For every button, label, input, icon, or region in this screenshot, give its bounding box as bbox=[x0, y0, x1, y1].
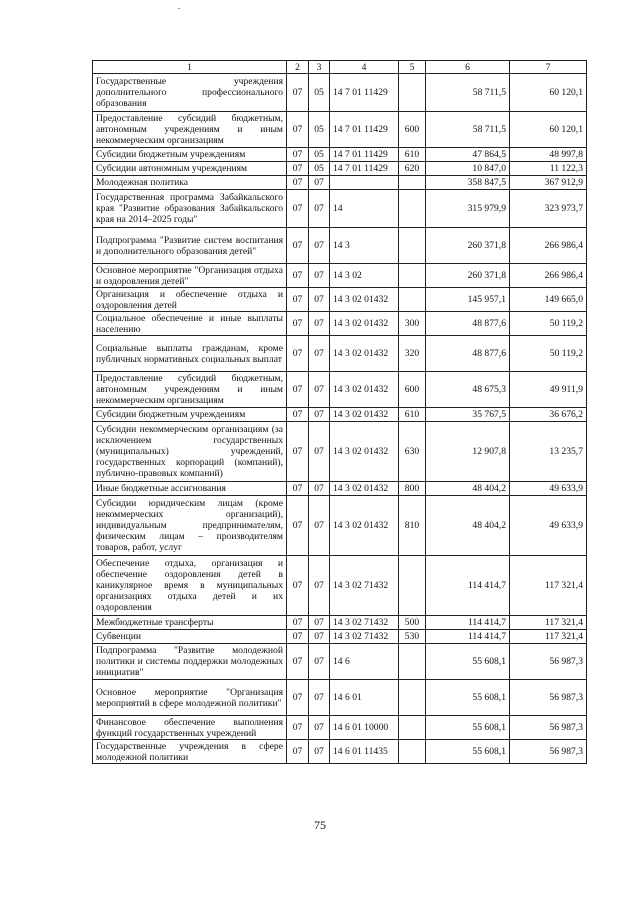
row-amount-1: 35 767,5 bbox=[426, 408, 510, 422]
table-row bbox=[93, 556, 587, 616]
row-amount-2: 11 122,3 bbox=[510, 162, 587, 176]
row-section: 07 bbox=[287, 148, 309, 162]
row-section: 07 bbox=[287, 482, 309, 496]
table-row bbox=[93, 680, 587, 716]
col-header-1: 1 bbox=[93, 61, 287, 74]
row-subsection: 07 bbox=[309, 176, 330, 190]
col-header-6: 6 bbox=[426, 61, 510, 74]
row-target-code: 14 3 02 71432 bbox=[330, 556, 399, 616]
row-section: 07 bbox=[287, 408, 309, 422]
row-name: Субсидии автономным учреждениям bbox=[93, 162, 287, 176]
row-amount-1: 10 847,0 bbox=[426, 162, 510, 176]
row-subsection: 07 bbox=[309, 616, 330, 630]
row-name: Организация и обеспечение отдыха и оздоровления детей bbox=[93, 288, 287, 312]
page-number: 75 bbox=[314, 818, 326, 832]
row-amount-1: 260 371,8 bbox=[426, 228, 510, 264]
table-header-row bbox=[93, 61, 587, 74]
col-header-5: 5 bbox=[399, 61, 426, 74]
row-amount-1: 47 864,5 bbox=[426, 148, 510, 162]
row-section: 07 bbox=[287, 422, 309, 482]
row-target-code: 14 7 01 11429 bbox=[330, 162, 399, 176]
row-expense-type: 600 bbox=[399, 112, 426, 148]
row-subsection: 07 bbox=[309, 716, 330, 740]
row-section: 07 bbox=[287, 616, 309, 630]
row-subsection: 07 bbox=[309, 288, 330, 312]
row-target-code: 14 3 02 01432 bbox=[330, 312, 399, 336]
row-subsection: 07 bbox=[309, 482, 330, 496]
row-expense-type: 610 bbox=[399, 148, 426, 162]
row-subsection: 07 bbox=[309, 312, 330, 336]
row-name: Государственные учреждения в сфере молодежной политики bbox=[93, 740, 287, 764]
row-subsection: 07 bbox=[309, 336, 330, 372]
row-section: 07 bbox=[287, 288, 309, 312]
row-subsection: 05 bbox=[309, 148, 330, 162]
row-amount-1: 145 957,1 bbox=[426, 288, 510, 312]
row-amount-1: 358 847,5 bbox=[426, 176, 510, 190]
row-expense-type bbox=[399, 644, 426, 680]
row-target-code: 14 6 01 10000 bbox=[330, 716, 399, 740]
row-name: Государственная программа Забайкальского края "Развитие образования Забайкальского края на 2014–2025 годы" bbox=[93, 190, 287, 228]
table-row bbox=[93, 190, 587, 228]
row-expense-type bbox=[399, 288, 426, 312]
row-amount-2: 49 633,9 bbox=[510, 482, 587, 496]
row-amount-2: 56 987,3 bbox=[510, 716, 587, 740]
row-section: 07 bbox=[287, 112, 309, 148]
row-target-code: 14 3 02 01432 bbox=[330, 482, 399, 496]
row-target-code: 14 3 02 71432 bbox=[330, 616, 399, 630]
row-expense-type: 600 bbox=[399, 372, 426, 408]
row-amount-1: 260 371,8 bbox=[426, 264, 510, 288]
row-amount-2: 50 119,2 bbox=[510, 336, 587, 372]
row-subsection: 07 bbox=[309, 264, 330, 288]
row-target-code: 14 3 02 71432 bbox=[330, 630, 399, 644]
row-expense-type bbox=[399, 190, 426, 228]
row-name: Финансовое обеспечение выполнения функций государственных учреждений bbox=[93, 716, 287, 740]
row-name: Основное мероприятие "Организация отдыха и оздоровления детей" bbox=[93, 264, 287, 288]
table-row bbox=[93, 644, 587, 680]
table-row bbox=[93, 740, 587, 764]
row-target-code: 14 3 bbox=[330, 228, 399, 264]
row-expense-type: 300 bbox=[399, 312, 426, 336]
row-section: 07 bbox=[287, 176, 309, 190]
row-amount-1: 55 608,1 bbox=[426, 644, 510, 680]
table-row bbox=[93, 496, 587, 556]
row-name: Межбюджетные трансферты bbox=[93, 616, 287, 630]
row-section: 07 bbox=[287, 336, 309, 372]
row-subsection: 07 bbox=[309, 496, 330, 556]
row-amount-1: 58 711,5 bbox=[426, 74, 510, 112]
row-target-code: 14 6 01 bbox=[330, 680, 399, 716]
row-subsection: 05 bbox=[309, 162, 330, 176]
row-amount-1: 55 608,1 bbox=[426, 680, 510, 716]
row-target-code: 14 3 02 01432 bbox=[330, 288, 399, 312]
table-row bbox=[93, 74, 587, 112]
row-amount-1: 48 877,6 bbox=[426, 312, 510, 336]
row-amount-2: 266 986,4 bbox=[510, 228, 587, 264]
row-name: Субвенции bbox=[93, 630, 287, 644]
row-expense-type: 320 bbox=[399, 336, 426, 372]
row-target-code: 14 6 01 11435 bbox=[330, 740, 399, 764]
table-row bbox=[93, 716, 587, 740]
row-name: Подпрограмма "Развитие систем воспитания и дополнительного образования детей" bbox=[93, 228, 287, 264]
row-amount-2: 60 120,1 bbox=[510, 112, 587, 148]
row-section: 07 bbox=[287, 496, 309, 556]
table-row bbox=[93, 482, 587, 496]
table-row bbox=[93, 312, 587, 336]
row-amount-1: 114 414,7 bbox=[426, 616, 510, 630]
row-amount-2: 117 321,4 bbox=[510, 630, 587, 644]
budget-table bbox=[92, 60, 587, 764]
table-row bbox=[93, 372, 587, 408]
col-header-3: 3 bbox=[309, 61, 330, 74]
row-name: Социальное обеспечение и иные выплаты населению bbox=[93, 312, 287, 336]
row-amount-1: 12 907,8 bbox=[426, 422, 510, 482]
row-target-code: 14 bbox=[330, 190, 399, 228]
table-row bbox=[93, 630, 587, 644]
row-amount-2: 36 676,2 bbox=[510, 408, 587, 422]
row-section: 07 bbox=[287, 630, 309, 644]
row-amount-2: 56 987,3 bbox=[510, 740, 587, 764]
row-amount-2: 117 321,4 bbox=[510, 556, 587, 616]
row-amount-1: 48 404,2 bbox=[426, 496, 510, 556]
table-row bbox=[93, 162, 587, 176]
row-target-code: 14 3 02 01432 bbox=[330, 422, 399, 482]
row-name: Иные бюджетные ассигнования bbox=[93, 482, 287, 496]
row-section: 07 bbox=[287, 228, 309, 264]
row-name: Социальные выплаты гражданам, кроме публичных нормативных социальных выплат bbox=[93, 336, 287, 372]
row-amount-2: 60 120,1 bbox=[510, 74, 587, 112]
row-subsection: 07 bbox=[309, 630, 330, 644]
row-subsection: 07 bbox=[309, 190, 330, 228]
row-section: 07 bbox=[287, 162, 309, 176]
row-expense-type bbox=[399, 74, 426, 112]
row-expense-type bbox=[399, 556, 426, 616]
row-expense-type: 630 bbox=[399, 422, 426, 482]
row-section: 07 bbox=[287, 74, 309, 112]
row-section: 07 bbox=[287, 312, 309, 336]
col-header-4: 4 bbox=[330, 61, 399, 74]
row-name: Молодежная политика bbox=[93, 176, 287, 190]
table-row bbox=[93, 148, 587, 162]
row-subsection: 07 bbox=[309, 740, 330, 764]
row-name: Обеспечение отдыха, организация и обеспечение оздоровления детей в каникулярное время в муниципальных организациях отдыха детей и их оздоровления bbox=[93, 556, 287, 616]
row-expense-type bbox=[399, 228, 426, 264]
row-amount-1: 48 877,6 bbox=[426, 336, 510, 372]
row-amount-1: 48 404,2 bbox=[426, 482, 510, 496]
row-amount-2: 149 665,0 bbox=[510, 288, 587, 312]
row-section: 07 bbox=[287, 372, 309, 408]
row-expense-type: 530 bbox=[399, 630, 426, 644]
row-amount-2: 56 987,3 bbox=[510, 680, 587, 716]
row-section: 07 bbox=[287, 716, 309, 740]
table-row bbox=[93, 616, 587, 630]
row-amount-1: 55 608,1 bbox=[426, 716, 510, 740]
row-section: 07 bbox=[287, 190, 309, 228]
row-name: Субсидии бюджетным учреждениям bbox=[93, 408, 287, 422]
row-name: Предоставление субсидий бюджетным, автономным учреждениям и иным некоммерческим организациям bbox=[93, 112, 287, 148]
row-subsection: 05 bbox=[309, 74, 330, 112]
table-body bbox=[93, 74, 587, 764]
row-subsection: 07 bbox=[309, 228, 330, 264]
row-target-code: 14 7 01 11429 bbox=[330, 112, 399, 148]
row-amount-2: 13 235,7 bbox=[510, 422, 587, 482]
row-amount-2: 323 973,7 bbox=[510, 190, 587, 228]
row-name: Предоставление субсидий бюджетным, автономным учреждениям и иным некоммерческим организациям bbox=[93, 372, 287, 408]
row-name: Основное мероприятие "Организация мероприятий в сфере молодежной политики" bbox=[93, 680, 287, 716]
row-expense-type bbox=[399, 740, 426, 764]
row-subsection: 07 bbox=[309, 408, 330, 422]
row-amount-2: 50 119,2 bbox=[510, 312, 587, 336]
row-section: 07 bbox=[287, 264, 309, 288]
row-target-code: 14 3 02 01432 bbox=[330, 336, 399, 372]
table-row bbox=[93, 176, 587, 190]
row-name: Субсидии бюджетным учреждениям bbox=[93, 148, 287, 162]
row-section: 07 bbox=[287, 556, 309, 616]
row-name: Государственные учреждения дополнительного профессионального образования bbox=[93, 74, 287, 112]
row-amount-2: 48 997,8 bbox=[510, 148, 587, 162]
table-row bbox=[93, 288, 587, 312]
row-amount-1: 114 414,7 bbox=[426, 630, 510, 644]
row-expense-type bbox=[399, 264, 426, 288]
table-row bbox=[93, 264, 587, 288]
row-subsection: 05 bbox=[309, 112, 330, 148]
row-amount-2: 49 911,9 bbox=[510, 372, 587, 408]
row-amount-1: 114 414,7 bbox=[426, 556, 510, 616]
row-target-code: 14 3 02 bbox=[330, 264, 399, 288]
row-target-code: 14 3 02 01432 bbox=[330, 408, 399, 422]
row-expense-type: 500 bbox=[399, 616, 426, 630]
row-expense-type: 610 bbox=[399, 408, 426, 422]
row-subsection: 07 bbox=[309, 644, 330, 680]
row-section: 07 bbox=[287, 644, 309, 680]
row-subsection: 07 bbox=[309, 372, 330, 408]
row-amount-1: 58 711,5 bbox=[426, 112, 510, 148]
row-expense-type bbox=[399, 680, 426, 716]
row-target-code: 14 7 01 11429 bbox=[330, 74, 399, 112]
row-expense-type: 620 bbox=[399, 162, 426, 176]
row-amount-2: 266 986,4 bbox=[510, 264, 587, 288]
row-name: Субсидии некоммерческим организациям (за исключением государственных (муниципальных) учреждений, государственных корпораций (компаний), публично-правовых компаний) bbox=[93, 422, 287, 482]
row-name: Подпрограмма "Развитие молодежной политики и системы поддержки молодежных инициатив" bbox=[93, 644, 287, 680]
row-subsection: 07 bbox=[309, 680, 330, 716]
row-name: Субсидии юридическим лицам (кроме некоммерческих организаций), индивидуальным предпринимателям, физическим лицам – производителям товаров, работ, услуг bbox=[93, 496, 287, 556]
row-amount-2: 367 912,9 bbox=[510, 176, 587, 190]
row-section: 07 bbox=[287, 740, 309, 764]
table-row bbox=[93, 408, 587, 422]
row-amount-1: 48 675,3 bbox=[426, 372, 510, 408]
row-amount-1: 55 608,1 bbox=[426, 740, 510, 764]
table-row bbox=[93, 228, 587, 264]
row-expense-type bbox=[399, 176, 426, 190]
row-expense-type: 800 bbox=[399, 482, 426, 496]
row-subsection: 07 bbox=[309, 556, 330, 616]
col-header-7: 7 bbox=[510, 61, 587, 74]
row-amount-2: 49 633,9 bbox=[510, 496, 587, 556]
row-expense-type: 810 bbox=[399, 496, 426, 556]
row-target-code: 14 3 02 01432 bbox=[330, 372, 399, 408]
row-amount-2: 56 987,3 bbox=[510, 644, 587, 680]
table-row bbox=[93, 422, 587, 482]
row-expense-type bbox=[399, 716, 426, 740]
row-section: 07 bbox=[287, 680, 309, 716]
row-target-code: 14 6 bbox=[330, 644, 399, 680]
row-target-code bbox=[330, 176, 399, 190]
row-amount-1: 315 979,9 bbox=[426, 190, 510, 228]
table-row bbox=[93, 336, 587, 372]
row-subsection: 07 bbox=[309, 422, 330, 482]
row-target-code: 14 7 01 11429 bbox=[330, 148, 399, 162]
col-header-2: 2 bbox=[287, 61, 309, 74]
table-row bbox=[93, 112, 587, 148]
row-amount-2: 117 321,4 bbox=[510, 616, 587, 630]
scan-speck bbox=[178, 8, 180, 9]
row-target-code: 14 3 02 01432 bbox=[330, 496, 399, 556]
